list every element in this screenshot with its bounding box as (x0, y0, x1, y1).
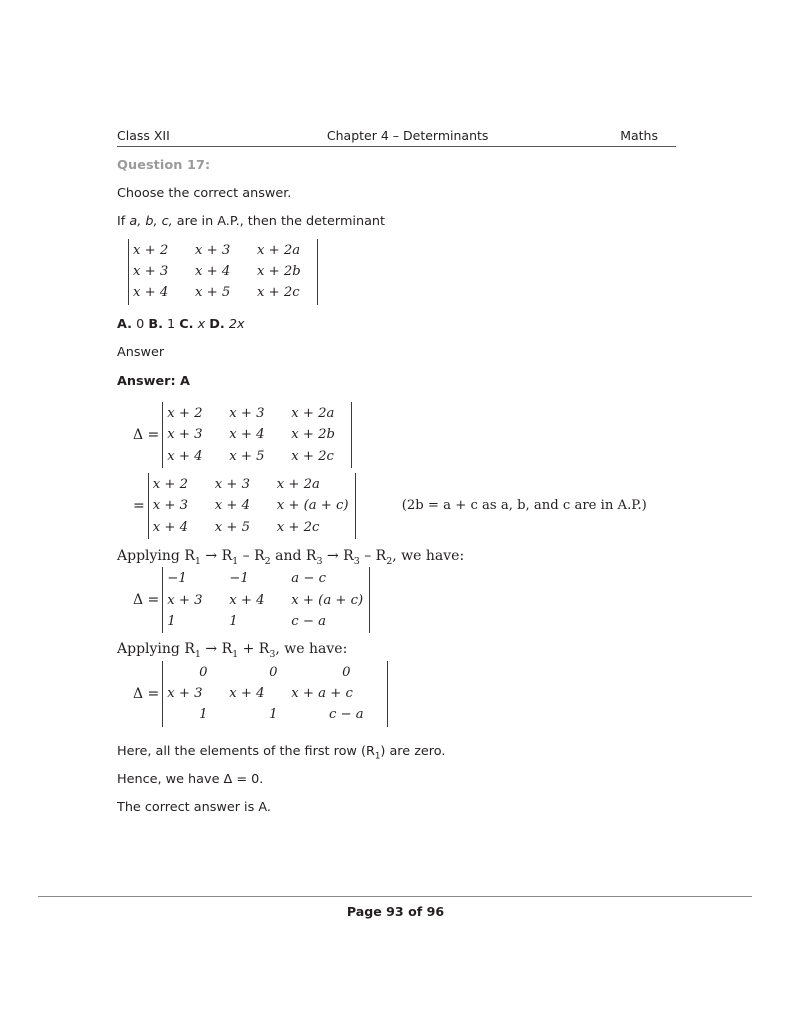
op1-arrow: → R (200, 548, 233, 565)
step3-matrix (162, 567, 370, 633)
matrix-cell: x + 4 (229, 685, 265, 701)
matrix-cell: x + 5 (195, 285, 231, 301)
matrix-row (133, 240, 314, 261)
matrix-cell: x + 4 (229, 427, 265, 443)
matrix-row (167, 662, 384, 683)
step4-lead: Δ = (133, 685, 160, 702)
matrix-cell: x + 2c (276, 519, 320, 535)
option-a-letter: A. (117, 316, 133, 332)
answer-heading: Answer (117, 345, 165, 361)
header-subject: Maths (620, 128, 658, 143)
header-chapter: Chapter 4 – Determinants (326, 128, 489, 143)
matrix-cell: x + 2a (276, 476, 320, 492)
step1-matrix (162, 402, 352, 468)
op2-sub: 3 (269, 649, 276, 661)
op1-sub: 1 (194, 555, 201, 567)
question-instruction: Choose the correct answer. (117, 186, 292, 201)
step2-note: (2b = a + c as a, b, and c are in A.P.) (401, 498, 647, 514)
op2-prefix: Applying R (117, 641, 195, 658)
step2-matrix (148, 473, 356, 539)
row-operation-2 (117, 640, 717, 661)
op1-sub: 2 (264, 555, 271, 567)
stem-variables: a, b, c, (129, 214, 173, 230)
option-b-value: 1 (167, 316, 176, 332)
page-header (117, 128, 676, 147)
step2-lead: = (133, 498, 145, 515)
matrix-cell: 1 (167, 614, 176, 630)
matrix-row (153, 517, 352, 538)
op2-arrow: → R (200, 641, 233, 658)
matrix-cell: x + 3 (214, 476, 250, 492)
op1-sub: 1 (232, 555, 239, 567)
answer-options (117, 317, 717, 332)
matrix-cell: x + 5 (229, 448, 265, 464)
option-c-letter: C. (179, 316, 194, 332)
step3-lead: Δ = (133, 592, 160, 609)
matrix-row (167, 403, 348, 424)
matrix-cell: x + 2b (257, 264, 301, 280)
footer-divider (38, 896, 752, 897)
page-number: Page 93 of 96 (346, 904, 445, 919)
matrix-cell: x + 2a (257, 242, 301, 258)
conclusion-sub: 1 (374, 751, 381, 762)
stem-prefix: If (117, 214, 130, 230)
matrix-cell: c − a (291, 614, 326, 630)
matrix-row (167, 590, 366, 611)
matrix-row (167, 446, 348, 467)
matrix-cell: x + (a + c) (276, 498, 349, 514)
matrix-cell: x + 4 (152, 519, 188, 535)
answer-value: Answer: A (117, 373, 190, 389)
conclusion-line-3: The correct answer is A. (117, 800, 271, 816)
matrix-cell: 0 (199, 664, 208, 680)
option-d-value: 2x (228, 316, 245, 332)
conclusion-line-1 (117, 743, 717, 762)
matrix-cell: x + 2 (152, 476, 188, 492)
op1-arrow2: → R (322, 548, 354, 565)
matrix-cell: x + 4 (133, 285, 169, 301)
op1-suffix: , we have: (392, 548, 465, 565)
matrix-cell: x + 4 (167, 448, 203, 464)
matrix-cell: x + 4 (229, 592, 265, 608)
op1-sub: 3 (316, 555, 323, 567)
solution-step-4 (133, 661, 717, 727)
matrix-cell: x + 3 (167, 427, 203, 443)
matrix-cell: x + 2 (133, 242, 169, 258)
matrix-cell: 0 (342, 664, 351, 680)
matrix-cell: 0 (269, 664, 278, 680)
matrix-cell: −1 (167, 571, 187, 587)
matrix-cell: x + 2b (291, 427, 335, 443)
conclusion-line-2: Hence, we have Δ = 0. (117, 772, 264, 788)
matrix-cell: x + 4 (214, 498, 250, 514)
matrix-cell: x + 2c (257, 285, 300, 301)
op2-sub: 1 (232, 649, 239, 661)
stem-suffix: are in A.P., then the determinant (172, 214, 386, 230)
step1-lead: Δ = (133, 426, 160, 443)
matrix-row (133, 261, 314, 282)
matrix-cell: x + 5 (214, 519, 250, 535)
step4-matrix (162, 661, 388, 727)
option-c-value: x (197, 316, 206, 332)
matrix-cell: x + 3 (152, 498, 188, 514)
matrix-cell: x + 4 (195, 264, 231, 280)
matrix-row (153, 474, 352, 495)
op1-sub: 3 (353, 555, 360, 567)
header-class: Class XII (117, 128, 170, 143)
op1-sub: 2 (386, 555, 393, 567)
question-stem (117, 214, 717, 229)
matrix-cell: x + 3 (229, 405, 265, 421)
matrix-cell: x + 2 (167, 405, 203, 421)
row-operation-1 (117, 547, 717, 565)
op1-prefix: Applying R (117, 548, 195, 565)
op1-and: and R (270, 548, 317, 565)
solution-step-3 (133, 567, 717, 633)
conclusion-suffix: ) are zero. (380, 743, 446, 759)
matrix-row (167, 611, 366, 632)
matrix-cell: x + 2c (291, 448, 334, 464)
matrix-row (167, 568, 366, 589)
option-d-letter: D. (209, 316, 225, 332)
matrix-cell: 1 (199, 707, 208, 723)
matrix-cell: 1 (229, 614, 238, 630)
matrix-cell: x + 3 (167, 592, 203, 608)
matrix-row (133, 282, 314, 303)
matrix-cell: −1 (229, 571, 249, 587)
matrix-cell: a − c (291, 571, 326, 587)
matrix-row (167, 683, 384, 704)
matrix-cell: c − a (328, 707, 364, 723)
solution-step-1 (133, 402, 717, 468)
option-b-letter: B. (148, 316, 163, 332)
op2-sub: 1 (194, 649, 201, 661)
matrix-cell: x + 3 (133, 264, 169, 280)
op1-minus2: – R (359, 548, 387, 565)
determinant-matrix (128, 239, 318, 305)
option-a-value: 0 (136, 316, 145, 332)
matrix-row (167, 424, 348, 445)
matrix-cell: x + 2a (291, 405, 335, 421)
conclusion-prefix: Here, all the elements of the first row (R (117, 743, 375, 759)
matrix-cell: 1 (269, 707, 278, 723)
solution-step-2 (133, 473, 717, 539)
matrix-cell: x + (a + c) (291, 592, 364, 608)
matrix-cell: x + 3 (167, 685, 203, 701)
page-content (117, 152, 717, 816)
question-determinant (128, 239, 717, 305)
matrix-cell: x + a + c (291, 685, 353, 701)
op2-plus: + R (238, 641, 270, 658)
matrix-row (153, 495, 352, 516)
matrix-cell: x + 3 (195, 242, 231, 258)
question-label: Question 17: (117, 158, 211, 173)
matrix-row (167, 704, 384, 725)
op1-minus: – R (238, 548, 265, 565)
op2-suffix: , we have: (275, 641, 348, 658)
